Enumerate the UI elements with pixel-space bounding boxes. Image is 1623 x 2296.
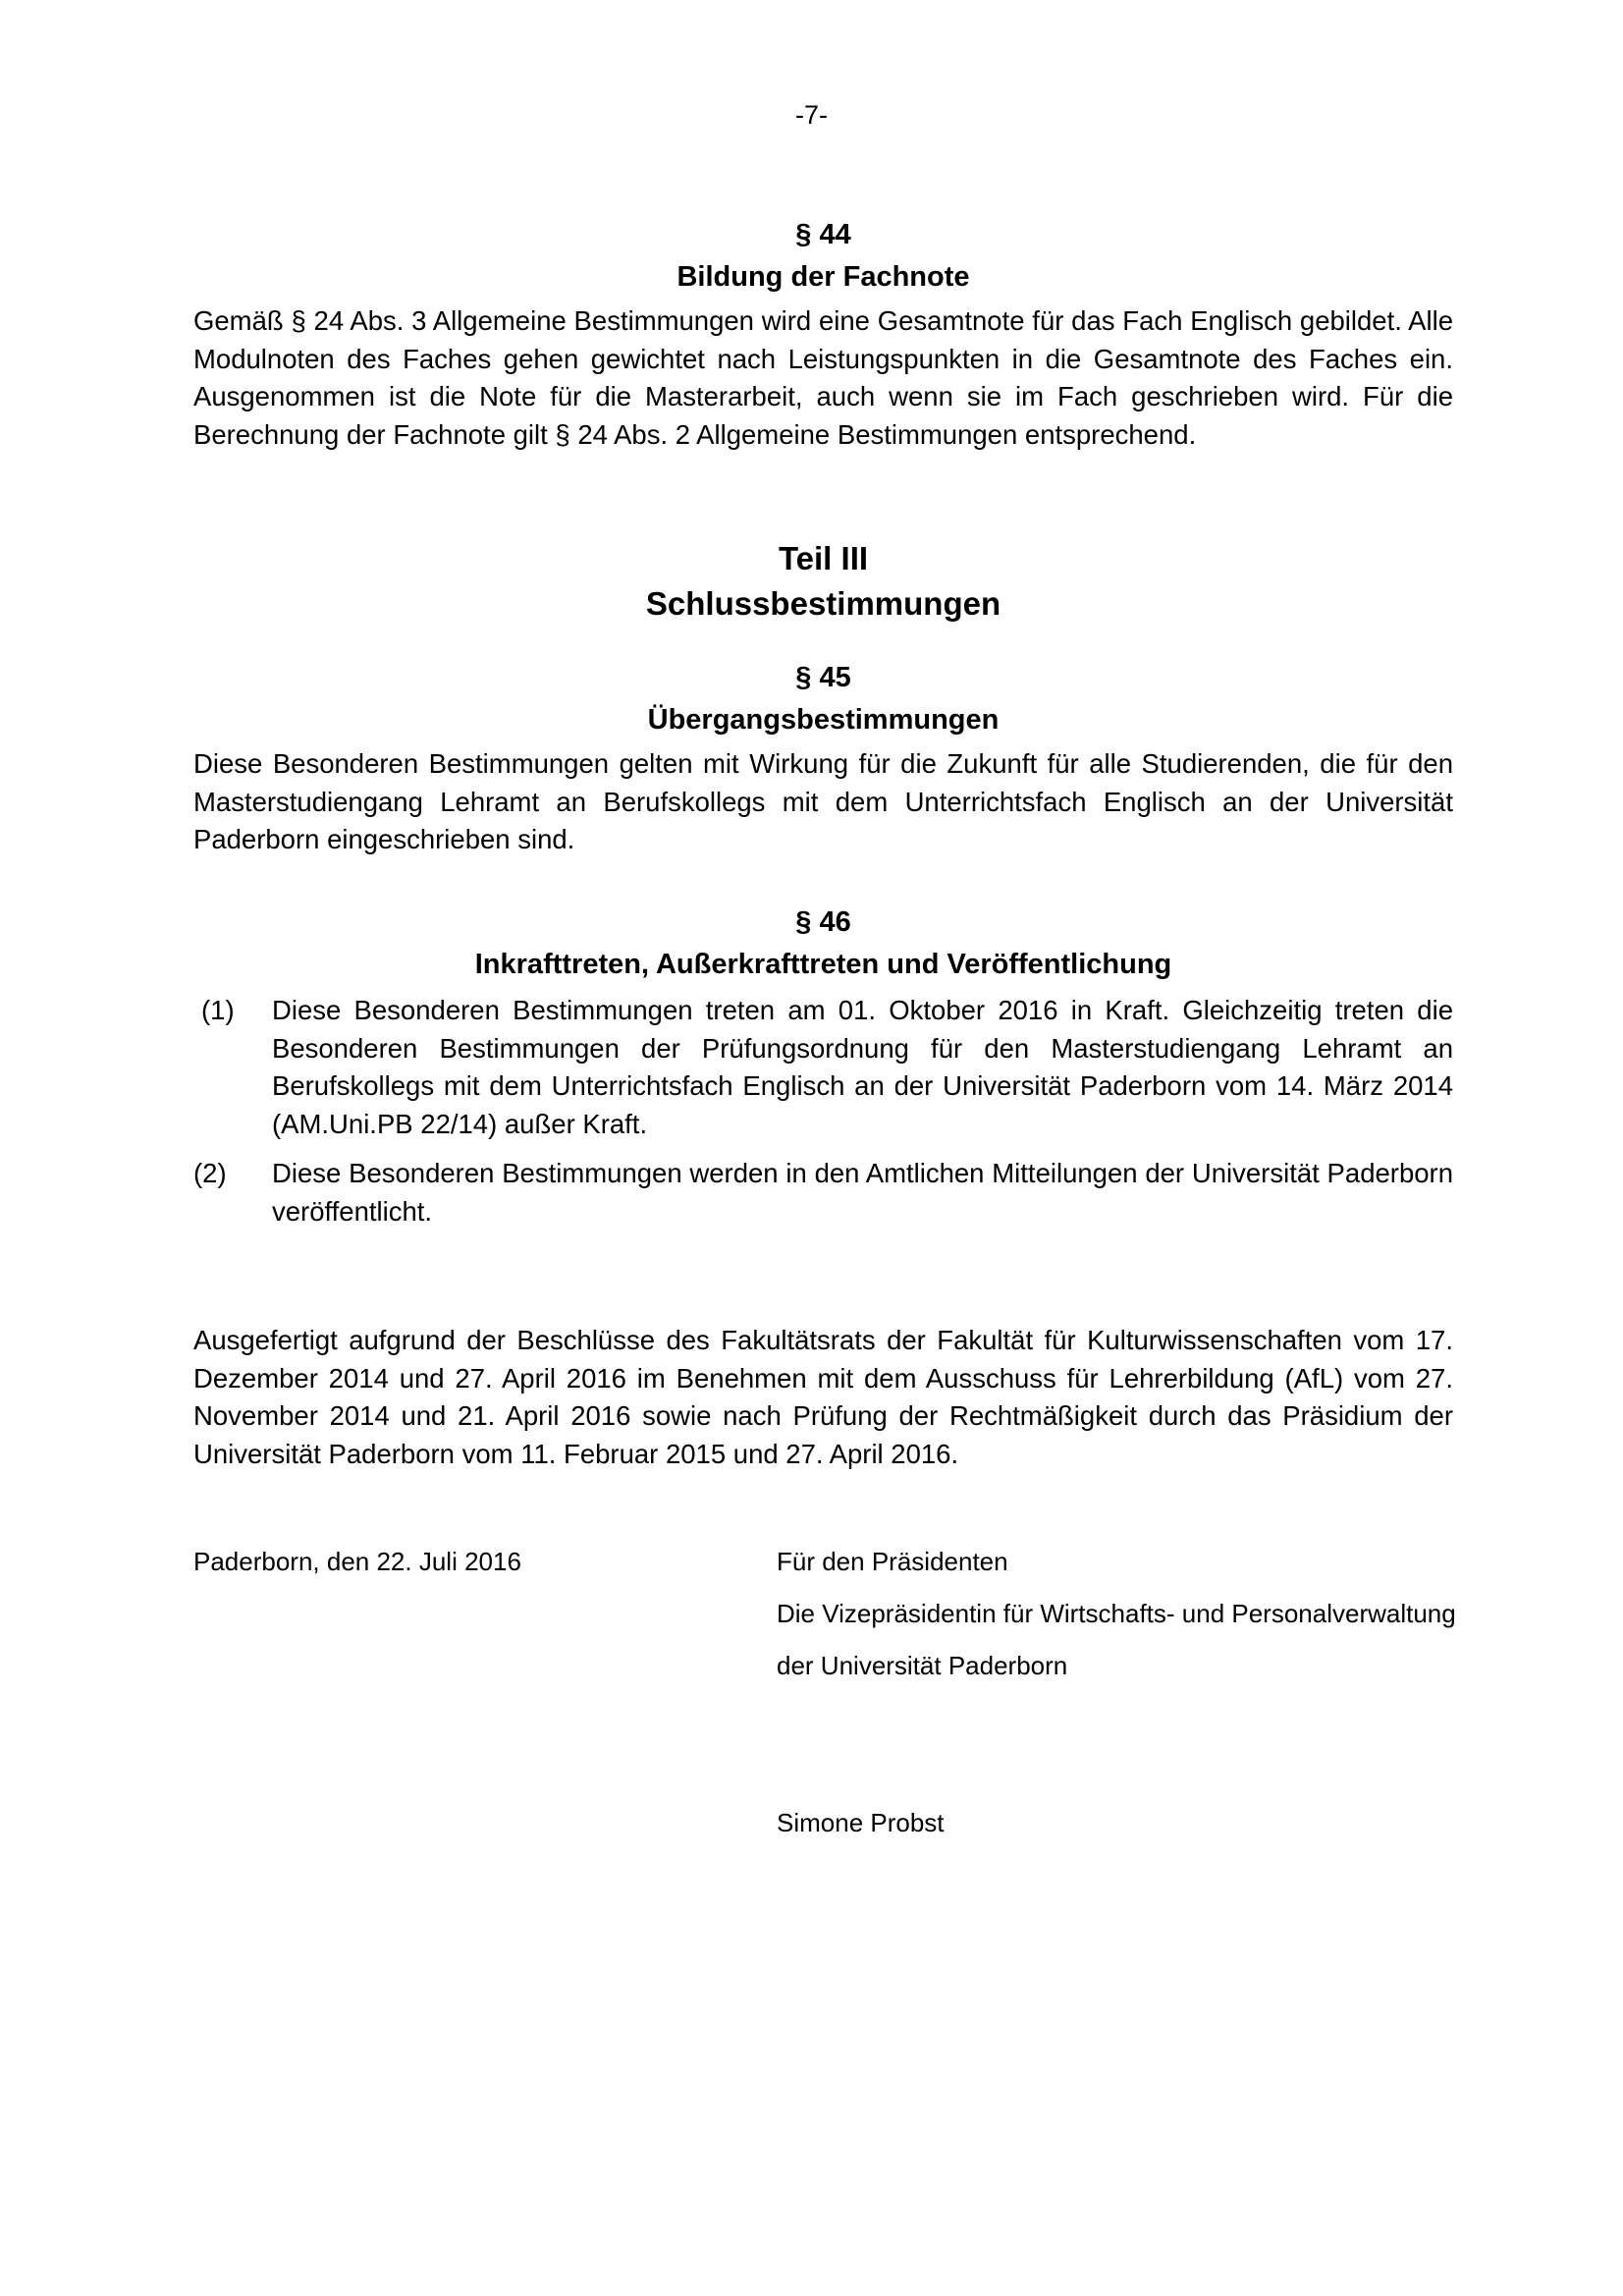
signature-line-2: Die Vizepräsidentin für Wirtschafts- und Personalverwaltung bbox=[777, 1599, 1456, 1628]
part-3-heading bbox=[193, 536, 1453, 627]
page-number: -7- bbox=[795, 100, 828, 130]
section-46-list bbox=[193, 992, 1453, 1230]
section-45-number: § 45 bbox=[795, 662, 851, 693]
place-date: Paderborn, den 22. Juli 2016 bbox=[193, 1547, 521, 1576]
section-44-title: Bildung der Fachnote bbox=[676, 261, 970, 293]
signatory-name: Simone Probst bbox=[777, 1808, 945, 1837]
part-3-label: Teil III bbox=[778, 540, 869, 576]
section-46-number: § 46 bbox=[795, 906, 851, 938]
list-item-number: (1) bbox=[201, 995, 235, 1025]
section-45-title: Übergangsbestimmungen bbox=[647, 704, 1000, 736]
section-45-body: Diese Besonderen Bestimmungen gelten mit Wirkung für die Zukunft für alle Studierenden, die für den Masterstudiengang Lehramt an Berufskollegs mit dem Unterrichtsfach Englisch an der Universität Paderborn eingeschrieben sind. bbox=[193, 748, 1453, 854]
list-item-text: Diese Besonderen Bestimmungen werden in den Amtlichen Mitteilungen der Universität Paderborn veröffentlicht. bbox=[272, 1158, 1453, 1227]
issuance-text: Ausgefertigt aufgrund der Beschlüsse des Fakultätsrats der Fakultät für Kulturwissenschaften vom 17. Dezember 2014 und 27. April 2016 im Benehmen mit dem Ausschuss für Lehrerbildung (AfL) vom 27. November 2014 und 21. April 2016 sowie nach Prüfung der Rechtmäßigkeit durch das Präsidium der Universität Paderborn vom 11. Februar 2015 und 27. April 2016. bbox=[193, 1325, 1453, 1469]
signature-line-1: Für den Präsidenten bbox=[777, 1547, 1008, 1576]
list-item bbox=[193, 1155, 1453, 1230]
part-3-title: Schlussbestimmungen bbox=[645, 585, 1001, 622]
section-46 bbox=[193, 902, 1453, 1230]
section-44-body: Gemäß § 24 Abs. 3 Allgemeine Bestimmungen wird eine Gesamtnote für das Fach Englisch gebildet. Alle Modulnoten des Faches gehen gewichtet nach Leistungspunkten in die Gesamtnote des Faches ein. Ausgenommen ist die Note für die Masterarbeit, auch wenn sie im Fach geschrieben wird. Für die Berechnung der Fachnote gilt § 24 Abs. 2 Allgemeine Bestimmungen entsprechend. bbox=[193, 305, 1453, 450]
list-item bbox=[193, 992, 1453, 1143]
list-item-text: Diese Besonderen Bestimmungen treten am 01. Oktober 2016 in Kraft. Gleichzeitig treten die Besonderen Bestimmungen der Prüfungsordnung für den Masterstudiengang Lehramt an Berufskollegs mit dem Unterrichtsfach Englisch an der Universität Paderborn vom 14. März 2014 (AM.Uni.PB 22/14) außer Kraft. bbox=[272, 995, 1453, 1139]
section-46-title: Inkrafttreten, Außerkrafttreten und Veröffentlichung bbox=[474, 949, 1172, 980]
section-44 bbox=[193, 214, 1453, 454]
section-44-number: § 44 bbox=[795, 219, 851, 250]
issuance-block bbox=[193, 1322, 1453, 1473]
list-item-number: (2) bbox=[193, 1158, 227, 1188]
section-45 bbox=[193, 657, 1453, 859]
signature-line-3: der Universität Paderborn bbox=[777, 1651, 1068, 1680]
